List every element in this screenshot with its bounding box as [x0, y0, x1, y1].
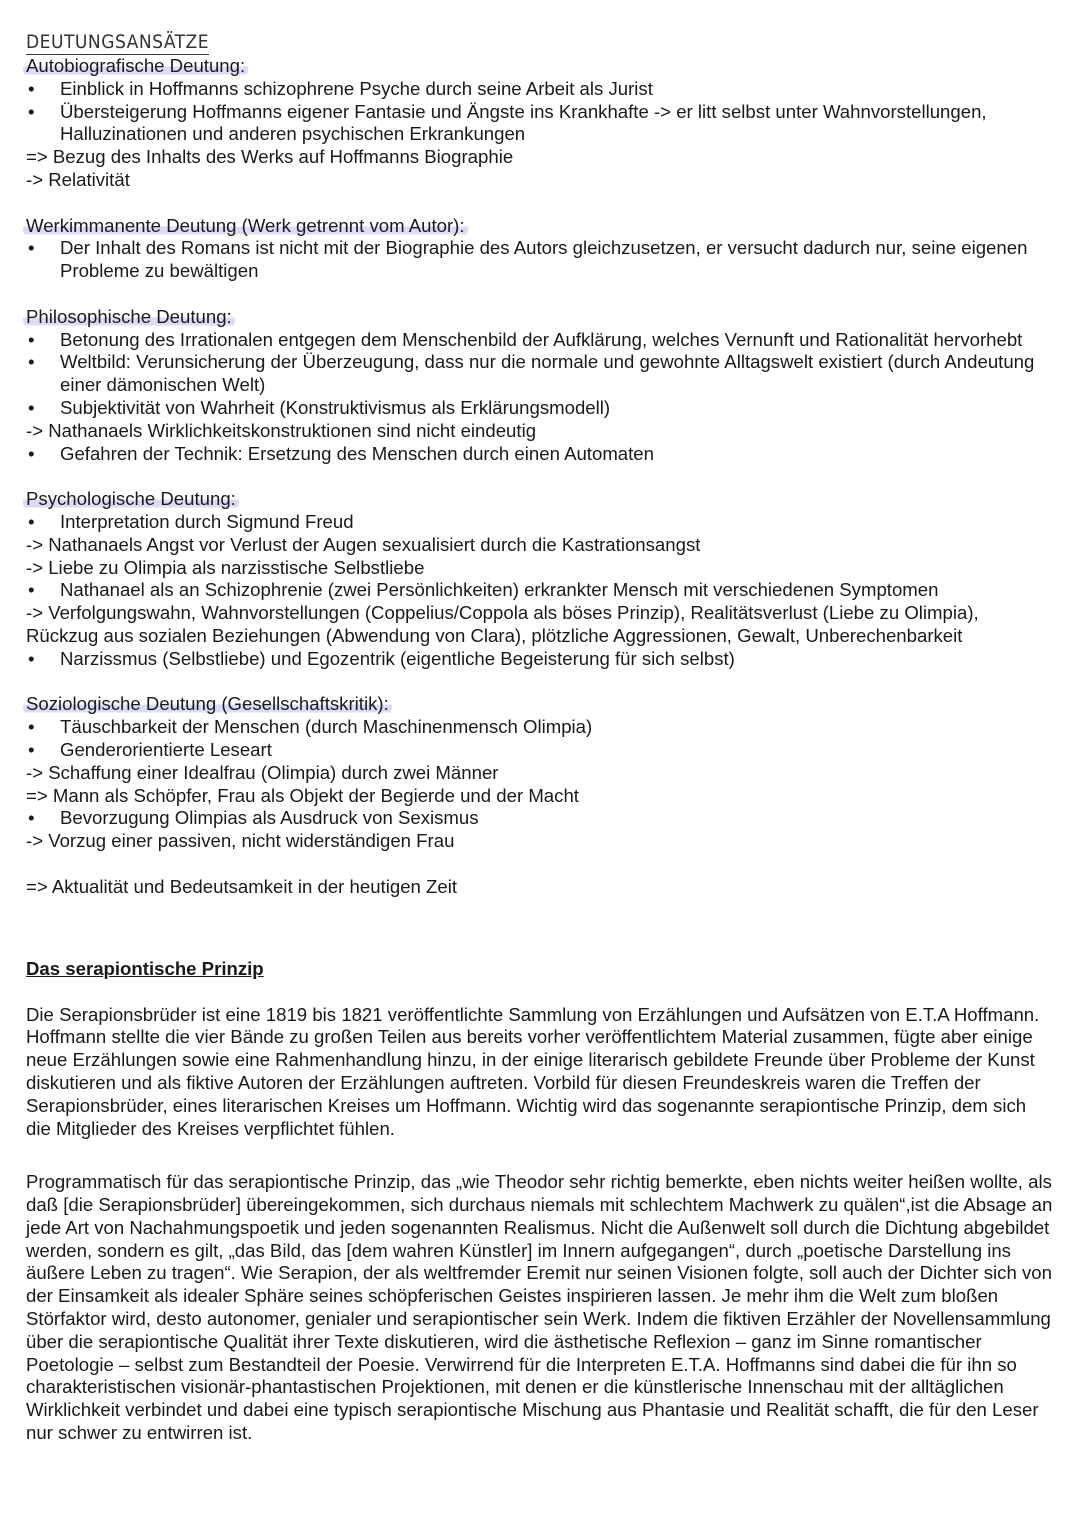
bullet-item: • Nathanael als an Schizophrenie (zwei Persönlichkeiten) erkrankter Mensch mit verschiedenen Symptomen — [26, 579, 1056, 602]
bullet-item: • Narzissmus (Selbstliebe) und Egozentrik (eigentliche Begeisterung für sich selbst) — [26, 648, 1056, 671]
bullet-item: • Gefahren der Technik: Ersetzung des Menschen durch einen Automaten — [26, 443, 1056, 466]
bullet-item: • Betonung des Irrationalen entgegen dem Menschenbild der Aufklärung, welches Vernunft und Rationalität hervorhebt — [26, 329, 1056, 352]
section-heading: Werkimmanente Deutung (Werk getrennt vom Autor): — [23, 215, 468, 236]
note-line: -> Relativität — [26, 168, 130, 190]
section-block — [26, 283, 1056, 465]
conclusion: => Aktualität und Bedeutsamkeit in der heutigen Zeit — [26, 875, 458, 897]
section-block — [26, 192, 1056, 283]
bullet-item: • Weltbild: Verunsicherung der Überzeugung, dass nur die normale und gewohnte Alltagswelt existiert (durch Andeutung einer dämonischen Welt) — [26, 351, 1056, 397]
note-line: -> Verfolgungswahn, Wahnvorstellungen (Coppelius/Coppola als böses Prinzip), Realitätsverlust (Liebe zu Olimpia), Rückzug aus sozialen Beziehungen (Abwendung von Clara), plötzliche Aggressionen, Gewalt, Unberechenbarkeit — [26, 602, 979, 646]
section-block — [26, 465, 1056, 670]
section-heading: Autobiografische Deutung: — [23, 55, 248, 76]
section-heading: Philosophische Deutung: — [23, 306, 235, 327]
bullet-item: • Täuschbarkeit der Menschen (durch Maschinenmensch Olimpia) — [26, 716, 1056, 739]
section-heading: Soziologische Deutung (Gesellschaftskritik): — [23, 693, 392, 714]
document-page — [26, 30, 1056, 1445]
note-line: -> Schaffung einer Idealfrau (Olimpia) durch zwei Männer — [26, 761, 499, 783]
section-block — [26, 55, 1056, 192]
bullet-item: • Interpretation durch Sigmund Freud — [26, 511, 1056, 534]
page-title: DEUTUNGSANSÄTZE — [26, 31, 210, 53]
section-heading: Psychologische Deutung: — [23, 488, 239, 509]
serapion-paragraph-2: Programmatisch für das serapiontische Prinzip, das „wie Theodor sehr richtig bemerkte, eben nichts weiter heißen wollte, als daß [die Serapionsbrüder] übereingekommen, sich durchaus niemals mit schlechtem Machwerk zu quälen“,ist die Absage an jede Art von Nachahmungspoetik und jeden sogenannten Realismus. Nicht die Außenwelt soll durch die Dichtung abgebildet werden, sondern es gilt, „das Bild, das [dem wahren Künstler] im Innern aufgegangen“, durch „poetische Darstellung ins äußere Leben zu tragen“. Wie Serapion, der als weltfremder Eremit nur seinen Visionen folgte, soll auch der Dichter sich von der Einsamkeit als idealer Sphäre seines schöpferischen Geistes inspirieren lassen. Je mehr ihm die Welt zum bloßen Störfaktor wird, desto autonomer, genialer und serapiontischer sein Werk. Indem die fiktiven Erzähler der Novellensammlung über die serapiontische Qualität ihrer Texte diskutieren, wird die ästhetische Reflexion – ganz im Sinne romantischer Poetologie – selbst zum Bestandteil der Poesie. Verwirrend für die Interpreten E.T.A. Hoffmanns sind dabei die für ihn so charakteristischen visionär-phantastischen Projektionen, mit denen er die künstlerische Innenschau mit der alltäglichen Wirklichkeit verbindet und dabei eine typisch serapiontische Mischung aus Phantasie und Realität schafft, die für den Leser nur schwer zu entwirren ist. — [26, 1171, 1053, 1444]
bullet-item: • Übersteigerung Hoffmanns eigener Fantasie und Ängste ins Krankhafte -> er litt selbst unter Wahnvorstellungen, Halluzinationen und anderen psychischen Erkrankungen — [26, 101, 1056, 147]
bullet-item: • Einblick in Hoffmanns schizophrene Psyche durch seine Arbeit als Jurist — [26, 78, 1056, 101]
note-line: -> Vorzug einer passiven, nicht widerständigen Frau — [26, 830, 455, 852]
bullet-item: • Genderorientierte Leseart — [26, 739, 1056, 762]
bullet-item: • Bevorzugung Olimpias als Ausdruck von Sexismus — [26, 807, 1056, 830]
section-block — [26, 671, 1056, 853]
serapion-title: Das serapiontische Prinzip — [26, 958, 264, 980]
serapion-paragraph-1: Die Serapionsbrüder ist eine 1819 bis 1821 veröffentlichte Sammlung von Erzählungen und Aufsätzen von E.T.A Hoffmann. Hoffmann stellte die vier Bände zu großen Teilen aus bereits vorher veröffentlichtem Material zusammen, fügte aber einige neue Erzählungen sowie eine Rahmenhandlung hinzu, in der einige literarisch gebildete Freunde über Probleme der Kunst diskutieren und als fiktive Autoren der Erzählungen auftreten. Vorbild für diesen Freundeskreis waren die Treffen der Serapionsbrüder, eines literarischen Kreises um Hoffmann. Wichtig wird das sogenannte serapiontische Prinzip, dem sich die Mitglieder des Kreises verpflichtet fühlen. — [26, 1003, 1040, 1139]
bullet-item: • Subjektivität von Wahrheit (Konstruktivismus als Erklärungsmodell) — [26, 397, 1056, 420]
note-line: -> Nathanaels Wirklichkeitskonstruktionen sind nicht eindeutig — [26, 419, 537, 441]
bullet-item: • Der Inhalt des Romans ist nicht mit der Biographie des Autors gleichzusetzen, er versucht dadurch nur, seine eigenen Probleme zu bewältigen — [26, 237, 1056, 283]
note-line: => Mann als Schöpfer, Frau als Objekt der Begierde und der Macht — [26, 784, 579, 806]
interpretation-sections — [26, 55, 1056, 853]
note-line: -> Nathanaels Angst vor Verlust der Augen sexualisiert durch die Kastrationsangst — [26, 533, 701, 555]
note-line: => Bezug des Inhalts des Werks auf Hoffmanns Biographie — [26, 146, 514, 168]
note-line: -> Liebe zu Olimpia als narzisstische Selbstliebe — [26, 556, 425, 578]
